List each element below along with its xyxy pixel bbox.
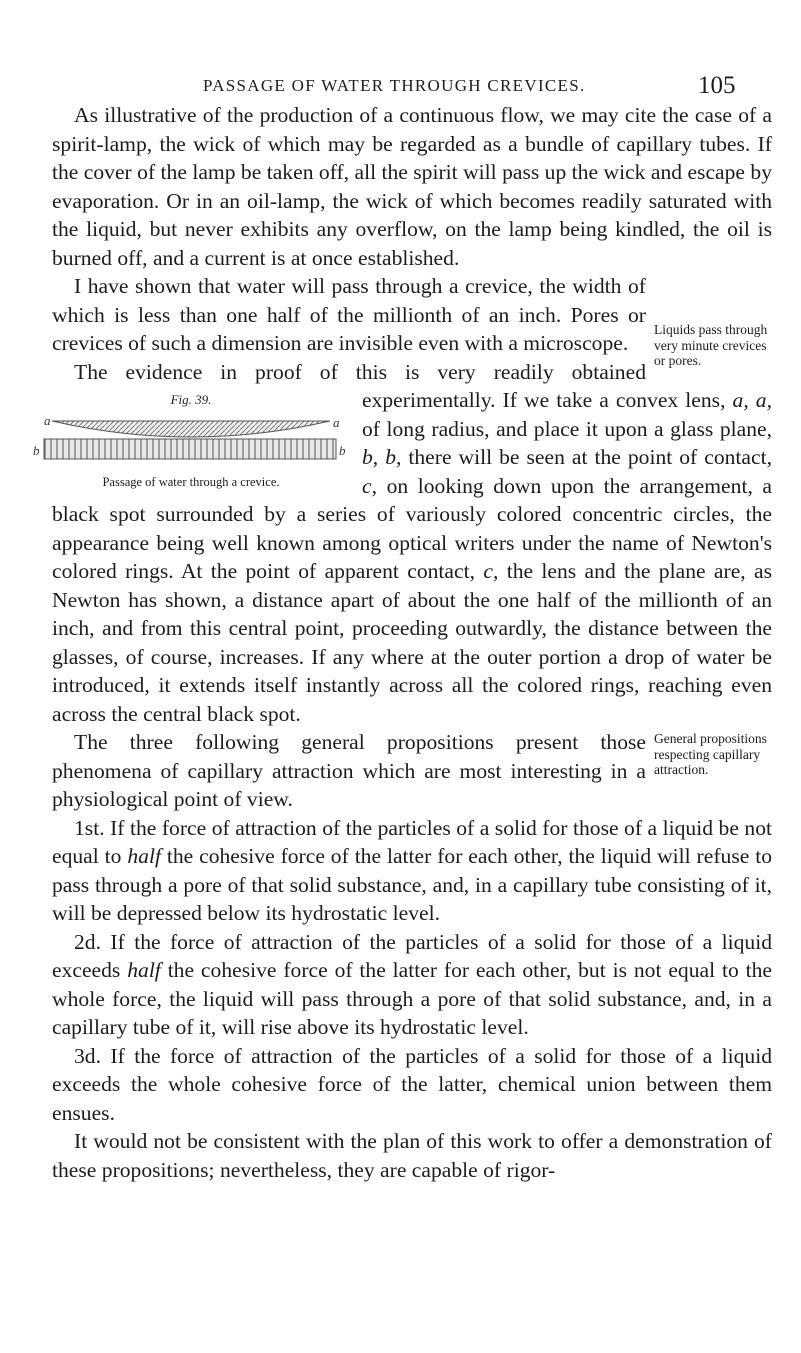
label-a-left: a [44,414,51,428]
side-note-liquids: Liquids pass through very minute crevices or pores. [654,322,768,368]
lens-on-plane-diagram [30,415,352,475]
label-b-left: b [33,442,40,458]
paragraph-2: Liquids pass through very minute crevices or pores. I have shown that water will pass through a crevice, the width of which is less than one half of the millionth of an inch. Pores or crevices of such a dimension are invisible even with a microscope. [52,272,772,358]
figure-caption: Passage of water through a crevice. [102,474,280,489]
paragraph-8: It would not be consistent with the plan of this work to offer a demonstration of these propositions; nevertheless, they are capable of rigor- [52,1129,772,1182]
paragraph-4: General propositions respecting capillary attraction. The three following general propositions present those phenomena of capillary attraction which are most interesting in a physiological point of view. [52,728,772,814]
paragraph-3: The evidence in proof of this is very readily obtained experimentally. If we take a convex lens, Fig. 39. a a b b Passage of water through a crevice. a, a, of long radius, and place it upon a glass plane, b, b, there will be seen at the point of contact, c, on looking down upon the arrangement, a black spot surrounded by a series of variously colored concentric circles, the appearance being well known among optical writers under the name of Newton's colored rings. At the point of apparent contact, c, the lens and the plane are, as Newton has shown, a distance apart of about the one half of the millionth of an inch, and from this central point, proceeding outwardly, the distance between the glasses, of course, increases. If any where at the outer portion a drop of water be introduced, it extends itself instantly across all the colored rings, reaching even across the central black spot. [52,358,772,729]
figure-39 [30,386,352,489]
paragraph-5: 1st. If the force of attraction of the particles of a solid for those of a liquid be not equal to half the cohesive force of the latter for each other, the liquid will refuse to pass through a pore of that solid substance, and, in a capillary tube consisting of it, will be depressed below its hydrostatic level. [52,815,772,925]
side-note-general: General propositions respecting capillary attraction. [654,731,767,777]
glass-plane [44,439,336,459]
body-text [33,101,773,1184]
running-head: PASSAGE OF WATER THROUGH CREVICES. [203,76,586,95]
page-number: 105 [698,72,736,99]
paragraph-1: As illustrative of the production of a continuous flow, we may cite the case of a spirit-lamp, the wick of which may be regarded as a bundle of capillary tubes. If the cover of the lamp be taken off, all the spirit will pass up the wick and escape by evaporation. Or in an oil-lamp, the wick of which becomes readily saturated with the liquid, but never exhibits any overflow, on the lamp being kindled, the oil is burned off, and a current is at once established. [52,103,772,270]
page-header [0,72,801,102]
label-a-right: a [333,414,340,430]
label-b-right: b [339,442,346,458]
convex-lens [52,421,330,437]
paragraph-6: 2d. If the force of attraction of the particles of a solid for those of a liquid exceeds half the cohesive force of the latter for each other, but is not equal to the whole force, the liquid will pass through a pore of that solid substance, and, in a capillary tube of it, will rise above its hydrostatic level. [52,929,772,1039]
paragraph-7: 3d. If the force of attraction of the particles of a solid for those of a liquid exceeds the whole cohesive force of the latter, chemical union between them ensues. [52,1043,772,1125]
figure-label: Fig. 39. [170,392,212,407]
